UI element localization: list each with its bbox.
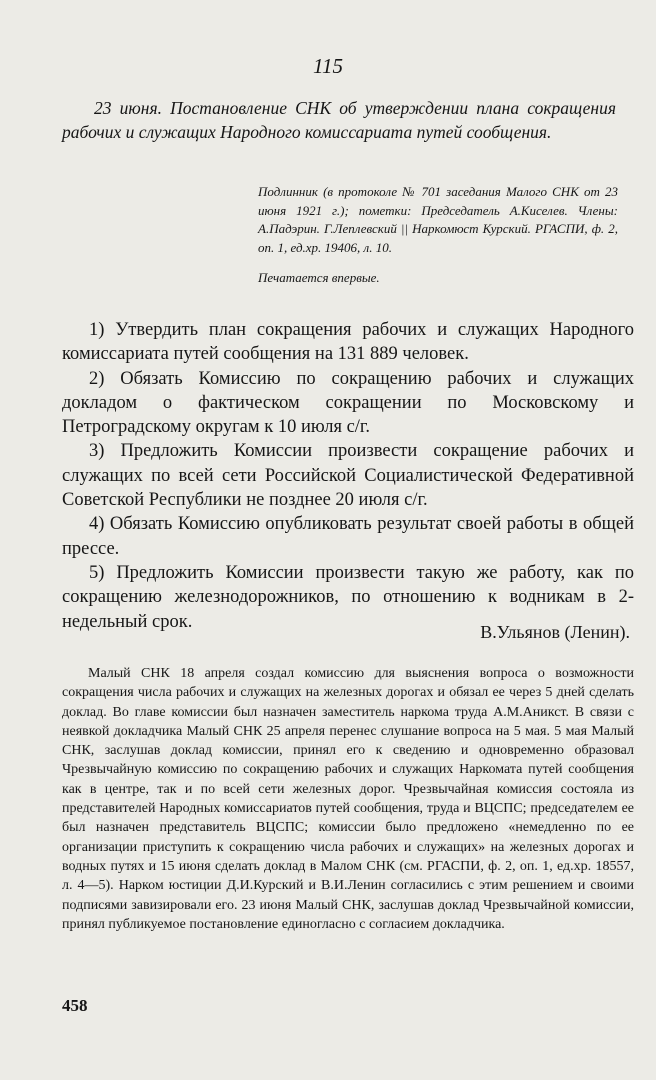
editorial-footnote: Малый СНК 18 апреля создал комиссию для выяснения вопроса о возможности сокращения числа рабочих и служащих на железных дорогах и обязал ее через 5 дней сделать доклад. Во главе комиссии был назначен заместитель наркома труда А.М.Аникст. В связи с неявкой докладчика Малый СНК 25 апреля перенес слушание вопроса на 5 мая. 5 мая Малый СНК, заслушав доклад комиссии, принял его к сведению и одновременно образовал Чрезвычайную комиссию по сокращению рабочих и служащих Наркомата путей сообщения как в центре, так и по всей сети железных дорог. Чрезвычайная комиссия состояла из представителей Народных комиссариатов путей сообщения, труда и ВЦСПС; председателем ее был назначен представитель ВЦСПС; комиссии было предложено «немедленно по ее организации приступить к сокращению числа рабочих и служащих» на железных дорогах и водных путях и 15 июня сделать доклад в Малом СНК (см. РГАСПИ, ф. 2, оп. 1, ед.хр. 18557, л. 4—5). Нарком юстиции Д.И.Курский и В.И.Ленин согласились с этим решением и своими подписями завизировали его. 23 июня Малый СНК, заслушав доклад Чрезвычайной комиссии, принял публикуемое постановление единогласно с согласием докладчика. (62, 666, 634, 932)
resolution-point-4: 4) Обязать Комиссию опубликовать результат своей работы в общей прессе. (62, 514, 634, 559)
document-number: 115 (313, 54, 343, 78)
resolution-point-3: 3) Предложить Комиссии произвести сокращение рабочих и служащих по всей сети Российской Социалистической Федеративной Советской Республики не позднее 20 июля с/г. (62, 441, 634, 511)
archival-source-note: Подлинник (в протоколе № 701 заседания Малого СНК от 23 июня 1921 г.); пометки: Председатель А.Киселев. Члены: А.Падэрин. Г.Леплевский || Наркомюст Курский. РГАСПИ, ф. 2, оп. 1, ед.хр. 19406, л. 10. (258, 184, 618, 255)
resolution-point-1: 1) Утвердить план сокращения рабочих и служащих Народного комиссариата путей сообщения на 131 889 человек. (62, 320, 634, 365)
first-publication-note: Печатается впервые. (258, 270, 380, 285)
signature: В.Ульянов (Ленин). (480, 622, 630, 642)
resolution-points (62, 318, 634, 634)
document-title: 23 июня. Постановление СНК об утверждении плана сокращения рабочих и служащих Народного комиссариата путей сообщения. (62, 98, 616, 142)
page-number: 458 (62, 996, 88, 1015)
resolution-point-2: 2) Обязать Комиссию по сокращению рабочих и служащих докладом о фактическом сокращении по Московскому и Петроградскому округам к 10 июля с/г. (62, 368, 634, 438)
resolution-point-5: 5) Предложить Комиссии произвести такую же работу, как по сокращению железнодорожников, по отношению к водникам в 2-недельный срок. (62, 562, 634, 632)
